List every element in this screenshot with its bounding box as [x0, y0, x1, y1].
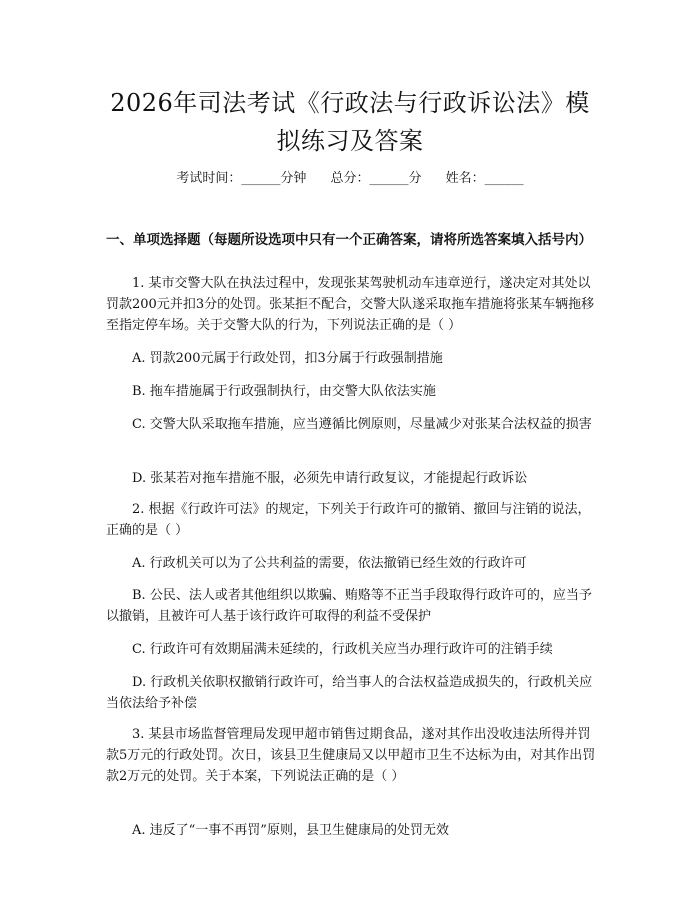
option-d: D. 行政机关依职权撤销行政许可，给当事人的合法权益造成损失的，行政机关应当依法给予补偿: [106, 675, 593, 711]
option-b: B. 公民、法人或者其他组织以欺骗、贿赂等不正当手段取得行政许可的，应当予以撤销，且被许可人基于该行政许可取得的利益不受保护: [106, 588, 592, 624]
exam-time-field: 考试时间：______分钟: [176, 171, 307, 186]
question-stem: 1. 某市交警大队在执法过程中，发现张某驾驶机动车违章逆行，遂决定对其处以罚款200元并扣3分的处罚。张某拒不配合，交警大队遂采取拖车措施将张某车辆拖移至指定停车场。关于交警大队的行为，下列说法正确的是（ ）: [106, 276, 595, 333]
option-a: A. 违反了“一事不再罚”原则，县卫生健康局的处罚无效: [132, 823, 449, 838]
option-a: A. 罚款200元属于行政处罚，扣3分属于行政强制措施: [132, 351, 443, 366]
question-stem: 3. 某县市场监督管理局发现甲超市销售过期食品，遂对其作出没收违法所得并罚款5万元的行政处罚。次日，该县卫生健康局又以甲超市卫生不达标为由，对其作出罚款2万元的处罚。关于本案，下列说法正确的是（ ）: [106, 727, 596, 784]
option-a: A. 行政机关可以为了公共利益的需要，依法撤销已经生效的行政许可: [132, 556, 527, 571]
option-d: D. 张某若对拖车措施不服，必须先申请行政复议，才能提起行政诉讼: [132, 471, 528, 486]
question-stem: 2. 根据《行政许可法》的规定，下列关于行政许可的撤销、撤回与注销的说法，正确的是（ ）: [106, 502, 591, 538]
option-c: C. 交警大队采取拖车措施，应当遵循比例原则，尽量减少对张某合法权益的损害: [132, 417, 592, 432]
option-b: B. 拖车措施属于行政强制执行，由交警大队依法实施: [132, 384, 436, 399]
name-field: 姓名：______: [445, 171, 524, 186]
total-score-field: 总分：______分: [330, 171, 422, 186]
document-title: 2026年司法考试《行政法与行政诉讼法》模拟练习及答案: [110, 89, 590, 155]
option-c: C. 行政许可有效期届满未延续的，行政机关应当办理行政许可的注销手续: [132, 642, 553, 657]
exam-meta: [0, 170, 700, 188]
section-heading: 一、单项选择题（每题所设选项中只有一个正确答案，请将所选答案填入括号内）: [106, 232, 592, 248]
